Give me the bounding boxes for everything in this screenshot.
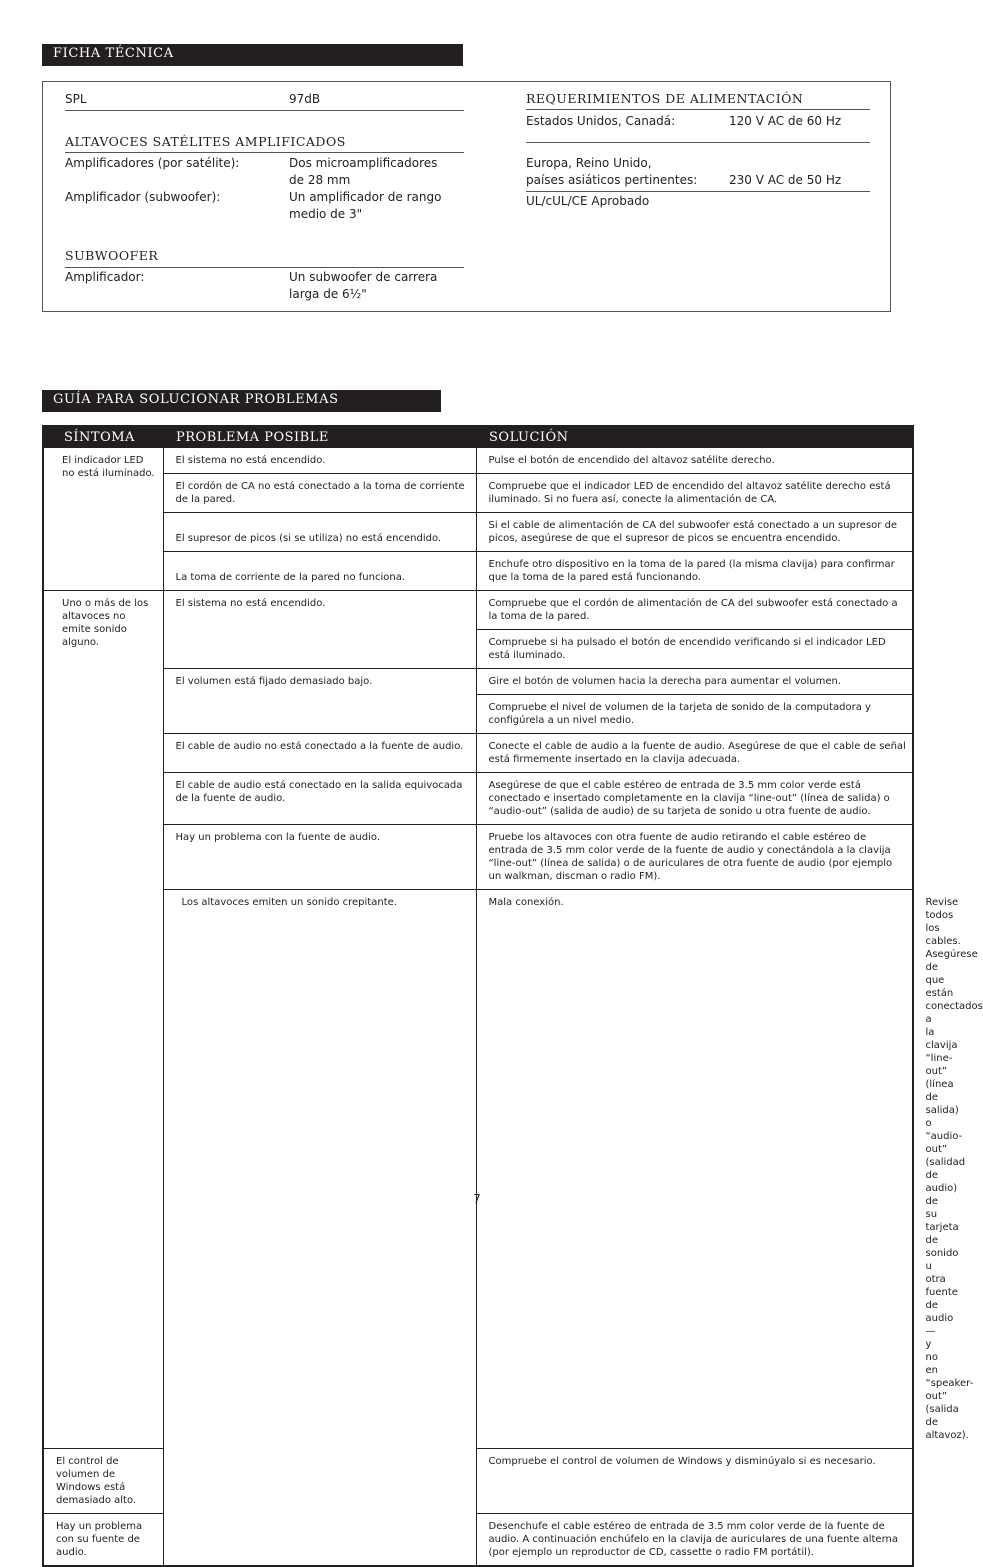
solution-cell: Compruebe si ha pulsado el botón de encendido verificando si el indicador LED está iluminado. [476, 630, 913, 669]
amp-sub-value [289, 189, 441, 223]
specs-title: FICHA TÉCNICA [53, 46, 174, 61]
solution-cell: Compruebe el nivel de volumen de la tarjeta de sonido de la computadora y configúrela a un nivel medio. [476, 695, 913, 734]
specs-box [42, 81, 891, 312]
problem-cell: El cable de audio no está conectado a la fuente de audio. [163, 734, 476, 773]
table-row [43, 773, 913, 825]
table-row [43, 448, 913, 474]
solution-cell: Si el cable de alimentación de CA del subwoofer está conectado a un supresor de picos, asegúrese de que el supresor de picos se encuentra encendido. [476, 513, 913, 552]
spl-value: 97dB [289, 92, 321, 106]
power-heading: REQUERIMIENTOS DE ALIMENTACIÓN [526, 91, 804, 106]
divider [526, 191, 870, 192]
amp-sub-value-line1: Un amplificador de rango [289, 190, 442, 204]
table-row [43, 825, 913, 890]
problem-cell: El cordón de CA no está conectado a la toma de corriente de la pared. [163, 474, 476, 513]
approval-text: UL/cUL/CE Aprobado [526, 194, 650, 208]
column-header-problem: PROBLEMA POSIBLE [163, 426, 476, 448]
troubleshooting-title: GUÍA PARA SOLUCIONAR PROBLEMAS [53, 392, 339, 407]
eu-label [526, 155, 697, 189]
eu-value: 230 V AC de 50 Hz [729, 173, 842, 187]
amp-sub-label: Amplificador (subwoofer): [65, 190, 221, 204]
sub-amp-value-line2: larga de 6½" [289, 287, 367, 301]
spl-label: SPL [65, 92, 87, 106]
troubleshooting-section-header [42, 390, 441, 412]
table-row [43, 552, 913, 591]
sub-amp-value-line1: Un subwoofer de carrera [289, 270, 438, 284]
eu-label-line2: países asiáticos pertinentes: [526, 173, 698, 187]
satellites-heading: ALTAVOCES SATÉLITES AMPLIFICADOS [65, 134, 346, 149]
divider [526, 142, 870, 143]
sub-amp-label: Amplificador: [65, 270, 145, 284]
problem-cell: El volumen está fijado demasiado bajo. [163, 669, 476, 734]
solution-cell: Enchufe otro dispositivo en la toma de la pared (la misma clavija) para confirmar que la toma de la pared está funcionando. [476, 552, 913, 591]
symptom-cell: El indicador LED no está iluminado. [43, 448, 163, 591]
solution-cell: Compruebe que el indicador LED de encendido del altavoz satélite derecho está iluminado. Si no fuera así, conecte la alimentación de CA. [476, 474, 913, 513]
problem-cell: Mala conexión. [476, 890, 913, 1449]
solution-cell: Desenchufe el cable estéreo de entrada de 3.5 mm color verde de la fuente de audio. A continuación enchúfelo en la clavija de auriculares de una fuente alterna (por ejemplo un reproductor de CD, cassette o radio FM portátil). [476, 1514, 913, 1567]
divider [65, 110, 464, 111]
specs-section-header [42, 44, 463, 66]
problem-cell: El sistema no está encendido. [163, 448, 476, 474]
table-row [43, 669, 913, 695]
divider [526, 109, 870, 110]
table-row: Los altavoces emiten un sonido crepitante. Mala conexión. Revise todos los cables. Asegúrese de que están conectados a la clavija “line-out” (línea de salida) o “audio-out” (salidad de audio) de su tarjeta de sonido u otra fuente de audio—y no en “speaker-out” (salida de altavoz). [43, 890, 913, 1449]
divider [65, 267, 464, 268]
problem-cell: El sistema no está encendido. [163, 591, 476, 669]
problem-cell: El supresor de picos (si se utiliza) no está encendido. [163, 513, 476, 552]
divider [65, 152, 464, 153]
page-number: 7 [473, 1192, 481, 1206]
problem-cell: El cable de audio está conectado en la salida equivocada de la fuente de audio. [163, 773, 476, 825]
amp-sat-value-line1: Dos microamplificadores [289, 156, 438, 170]
us-value: 120 V AC de 60 Hz [729, 114, 842, 128]
table-row [43, 513, 913, 552]
table-header-row [43, 426, 913, 448]
symptom-cell: Los altavoces emiten un sonido crepitante. [163, 890, 476, 1567]
amp-sat-label: Amplificadores (por satélite): [65, 156, 240, 170]
us-label: Estados Unidos, Canadá: [526, 114, 676, 128]
problem-cell: Hay un problema con su fuente de audio. [43, 1514, 163, 1567]
problem-cell: Hay un problema con la fuente de audio. [163, 825, 476, 890]
column-header-symptom: SÍNTOMA [43, 426, 163, 448]
table-row [43, 591, 913, 630]
symptom-cell: Uno o más de los altavoces no emite sonido alguno. [43, 591, 163, 1449]
amp-sub-value-line2: medio de 3" [289, 207, 363, 221]
amp-sat-value [289, 155, 437, 189]
solution-cell: Compruebe el control de volumen de Windows y disminúyalo si es necesario. [476, 1449, 913, 1514]
subwoofer-heading: SUBWOOFER [65, 248, 159, 263]
troubleshooting-table [42, 425, 983, 1567]
eu-label-line1: Europa, Reino Unido, [526, 156, 652, 170]
problem-cell: La toma de corriente de la pared no funciona. [163, 552, 476, 591]
solution-cell: Asegúrese de que el cable estéreo de entrada de 3.5 mm color verde está conectado e insertado completamente en la clavija “line-out” (línea de salida) o “audio-out” (salida de audio) de su tarjeta de sonido u otra fuente de audio. [476, 773, 913, 825]
solution-cell: Compruebe que el cordón de alimentación de CA del subwoofer está conectado a la toma de la pared. [476, 591, 913, 630]
solution-cell: Gire el botón de volumen hacia la derecha para aumentar el volumen. [476, 669, 913, 695]
column-header-solution: SOLUCIÓN [476, 426, 913, 448]
amp-sat-value-line2: de 28 mm [289, 173, 351, 187]
solution-cell: Pruebe los altavoces con otra fuente de audio retirando el cable estéreo de entrada de 3.5 mm color verde de la fuente de audio y conectándola a la clavija “line-out” (línea de salida) o de auriculares de otra fuente de audio (por ejemplo un walkman, discman o radio FM). [476, 825, 913, 890]
sub-amp-value [289, 269, 437, 303]
solution-cell: Pulse el botón de encendido del altavoz satélite derecho. [476, 448, 913, 474]
table-row [43, 734, 913, 773]
problem-cell: El control de volumen de Windows está demasiado alto. [43, 1449, 163, 1514]
table-row [43, 474, 913, 513]
solution-cell: Conecte el cable de audio a la fuente de audio. Asegúrese de que el cable de señal está firmemente insertado en la clavija adecuada. [476, 734, 913, 773]
